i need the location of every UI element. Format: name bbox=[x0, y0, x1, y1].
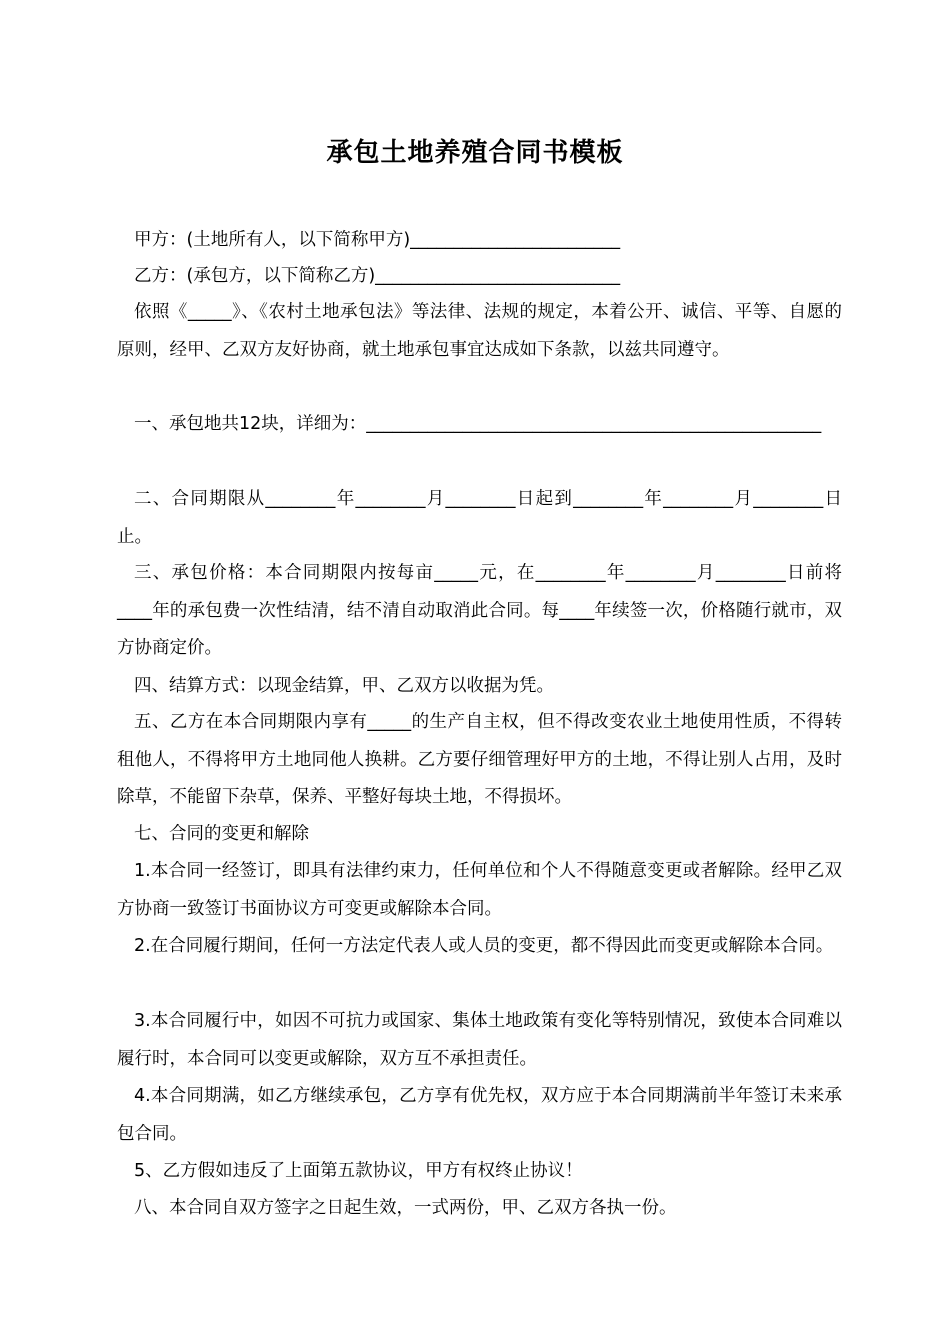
clause-8-paragraph: 八、本合同自双方签字之日起生效，一式两份，甲、乙双方各执一份。 bbox=[134, 1198, 677, 1218]
clause-7-item-4: 4.本合同期满，如乙方继续承包，乙方享有优先权，双方应于本合同期满前半年签订未来承包合同。 bbox=[117, 1086, 842, 1144]
document-title: 承包土地养殖合同书模板 bbox=[326, 138, 624, 168]
clause-7-item-3: 3.本合同履行中，如因不可抗力或国家、集体土地政策有变化等特别情况，致使本合同难以履行时，本合同可以变更或解除，双方互不承担责任。 bbox=[117, 1011, 842, 1069]
party-b-line: 乙方：(承包方，以下简称乙方)____________________________ bbox=[134, 266, 621, 286]
clause-2-paragraph: 二、合同期限从________年________月________日起到________年________月________日止。 bbox=[117, 489, 842, 547]
clause-7-item-1: 1.本合同一经签订，即具有法律约束力，任何单位和个人不得随意变更或者解除。经甲乙双方协商一致签订书面协议方可变更或解除本合同。 bbox=[117, 861, 842, 919]
clause-7-item-5: 5、乙方假如违反了上面第五款协议，甲方有权终止协议！ bbox=[134, 1161, 583, 1181]
clause-3-paragraph: 三、承包价格：本合同期限内按每亩_____元，在________年________月________日前将____年的承包费一次性结清，结不清自动取消此合同。每____年续签一次，价格随行就市，双方协商定价。 bbox=[117, 563, 842, 658]
preamble-paragraph: 依照《_____》、《农村土地承包法》等法律、法规的规定，本着公开、诚信、平等、自愿的原则，经甲、乙双方友好协商，就土地承包事宜达成如下条款，以兹共同遵守。 bbox=[117, 302, 842, 360]
party-a-line: 甲方：(土地所有人，以下简称甲方)________________________ bbox=[134, 230, 621, 250]
clause-7-heading: 七、合同的变更和解除 bbox=[134, 824, 309, 844]
clause-4-paragraph: 四、结算方式：以现金结算，甲、乙双方以收据为凭。 bbox=[134, 676, 554, 696]
clause-7-item-2: 2.在合同履行期间，任何一方法定代表人或人员的变更，都不得因此而变更或解除本合同。 bbox=[134, 936, 834, 956]
clause-5-paragraph: 五、乙方在本合同期限内享有_____的生产自主权，但不得改变农业土地使用性质，不得转租他人，不得将甲方土地同他人换耕。乙方要仔细管理好甲方的土地，不得让别人占用，及时除草，不能留下杂草，保养、平整好每块土地，不得损坏。 bbox=[117, 712, 842, 807]
clause-1-paragraph: 一、承包地共12块，详细为：____________________________________________________ bbox=[134, 414, 822, 434]
